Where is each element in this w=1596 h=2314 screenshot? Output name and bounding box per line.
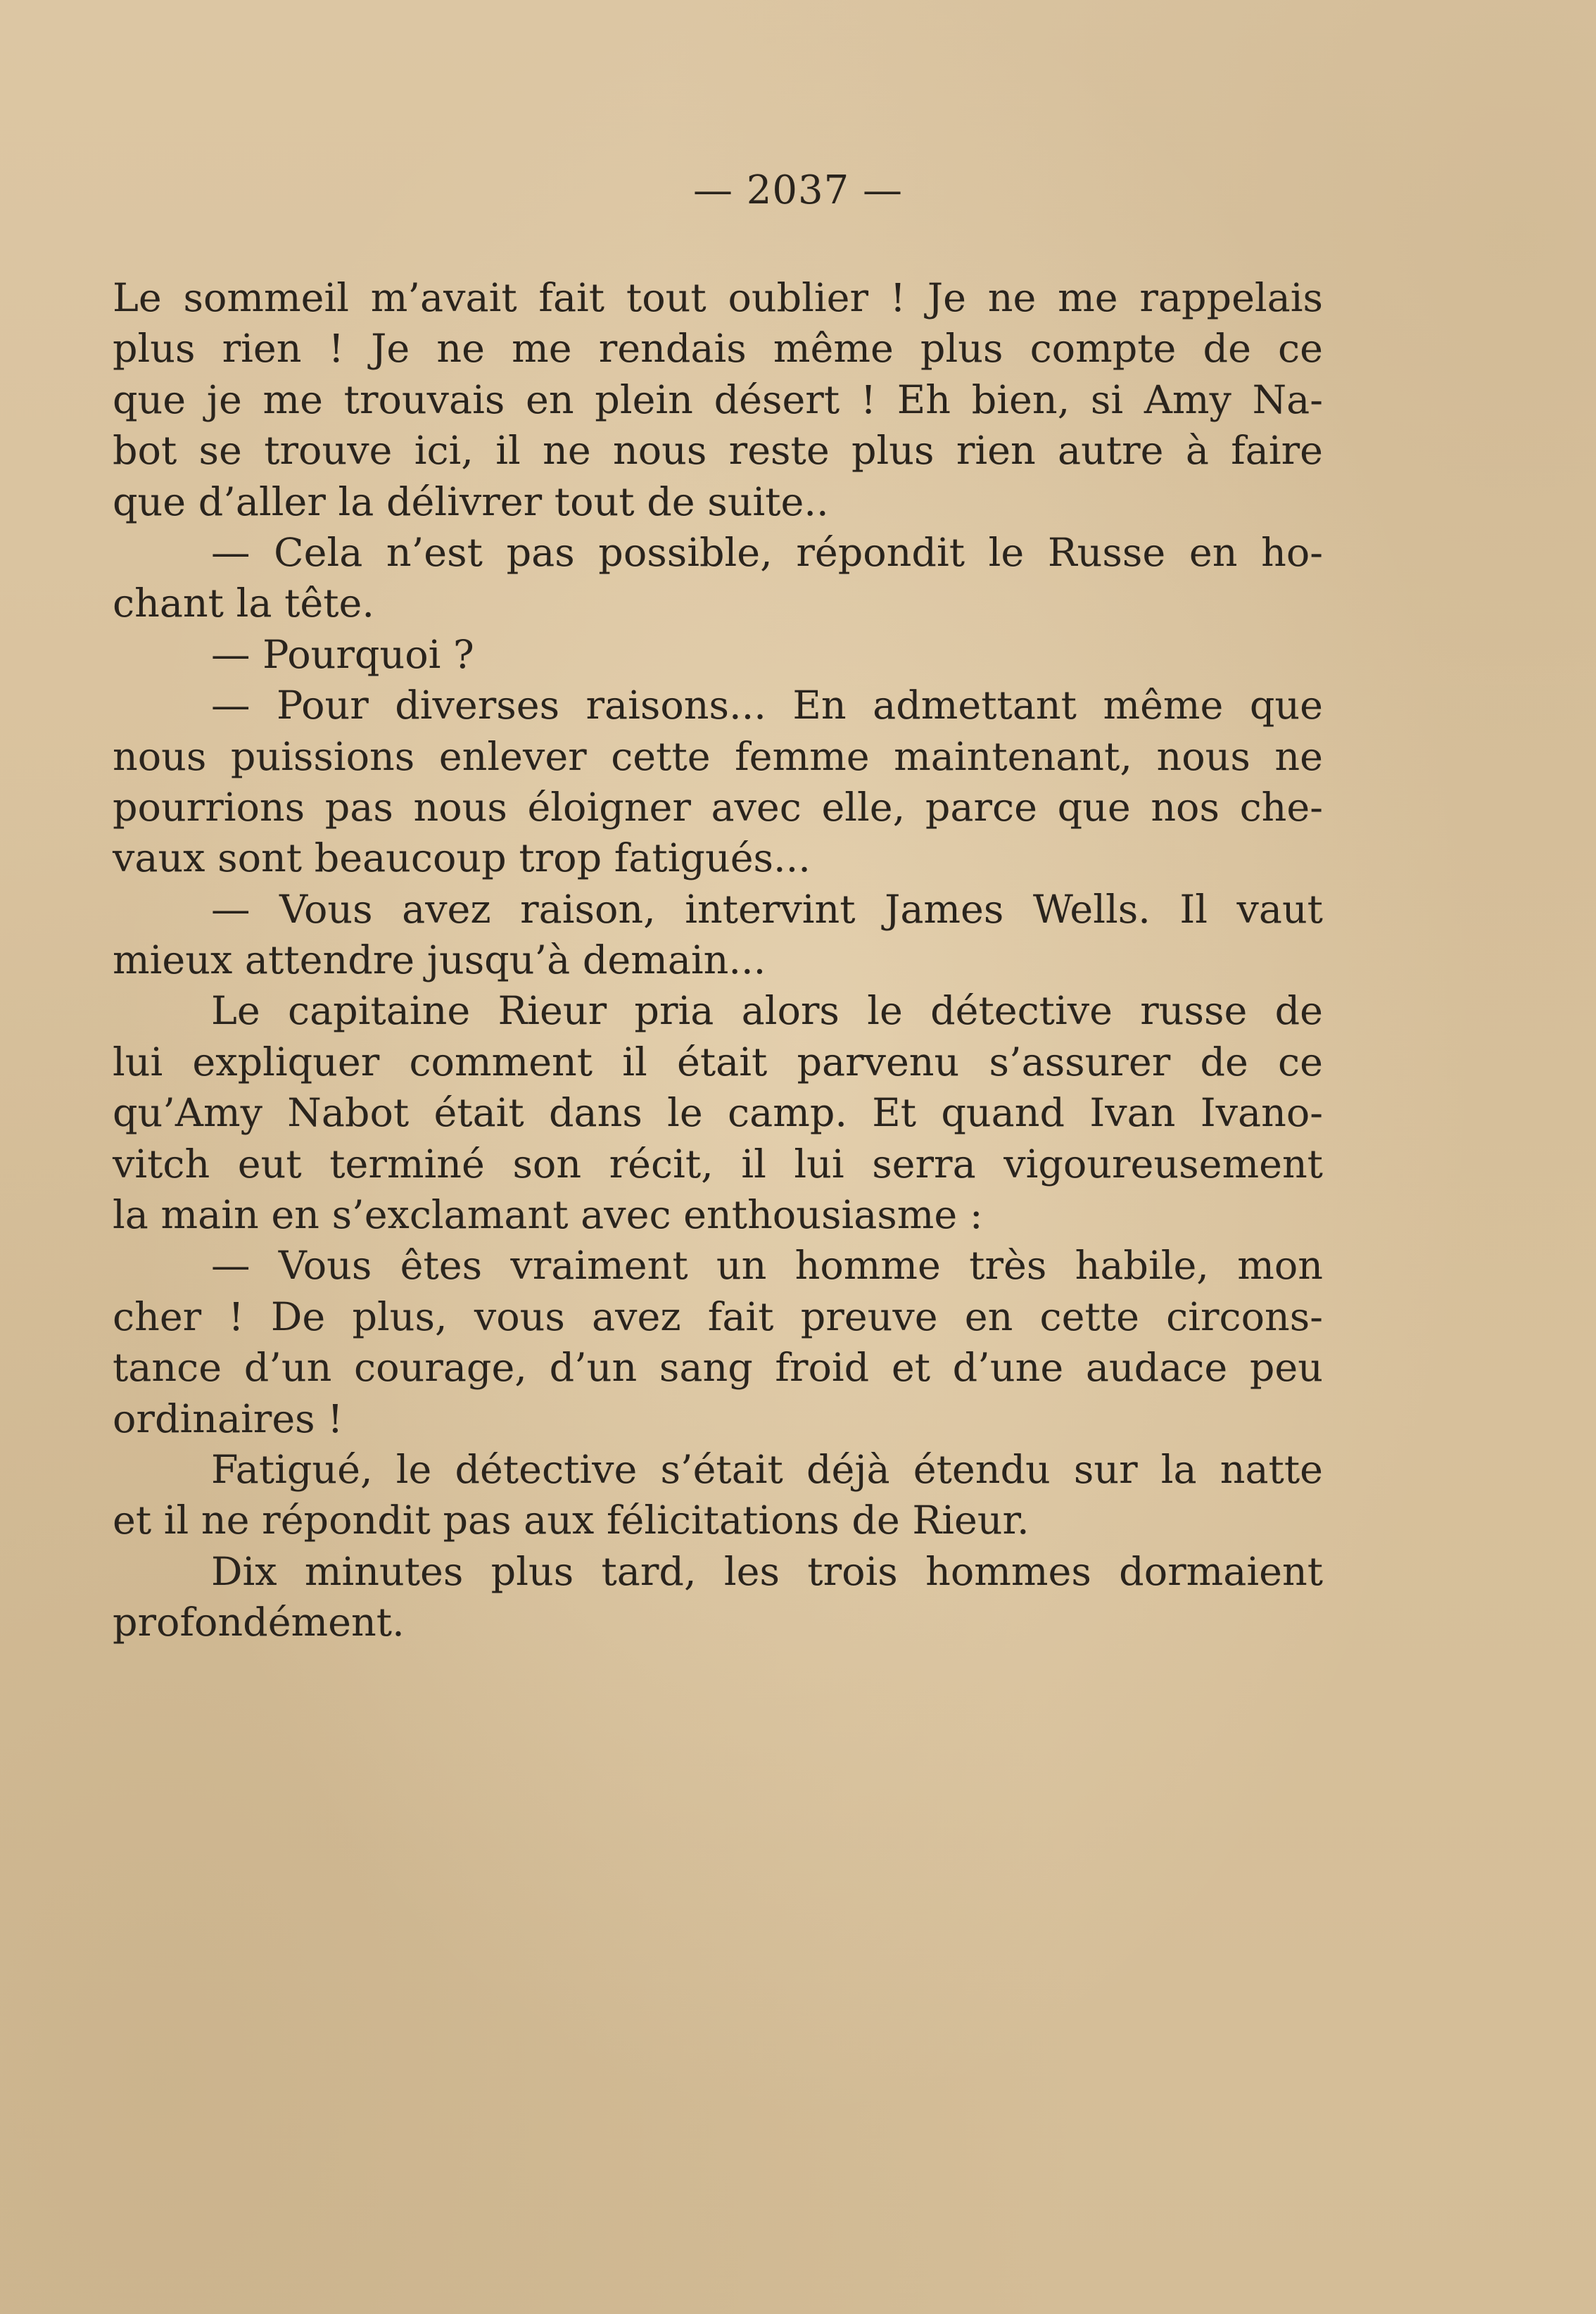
text-line: que d’aller la délivrer tout de suite.. bbox=[113, 479, 829, 525]
text-line: vitch eut terminé son récit, il lui serra vigoureusement bbox=[113, 1141, 1323, 1187]
text-line: mieux attendre jusqu’à demain... bbox=[113, 937, 766, 984]
text-line: — Pour diverses raisons... En admettant même que bbox=[211, 683, 1323, 729]
text-line: — Pourquoi ? bbox=[211, 631, 474, 678]
text-line: ordinaires ! bbox=[113, 1396, 343, 1442]
text-line: chant la tête. bbox=[113, 581, 375, 627]
text-line: Fatigué, le détective s’était déjà étendu sur la natte bbox=[211, 1446, 1323, 1493]
text-line: profondément. bbox=[113, 1600, 405, 1646]
text-line: la main en s’exclamant avec enthousiasme : bbox=[113, 1192, 983, 1239]
text-line: — Vous êtes vraiment un homme très habile, mon bbox=[211, 1243, 1323, 1289]
text-line: lui expliquer comment il était parvenu s’assurer de ce bbox=[113, 1039, 1323, 1085]
text-line: que je me trouvais en plein désert ! Eh bien, si Amy Na- bbox=[113, 377, 1323, 423]
text-line: vaux sont beaucoup trop fatigués... bbox=[113, 835, 811, 882]
text-line: — Cela n’est pas possible, répondit le Russe en ho- bbox=[211, 529, 1323, 576]
text-line: Dix minutes plus tard, les trois hommes dormaient bbox=[211, 1548, 1323, 1595]
text-line: nous puissions enlever cette femme maintenant, nous ne bbox=[113, 733, 1323, 780]
text-line: qu’Amy Nabot était dans le camp. Et quand Ivan Ivano- bbox=[113, 1090, 1323, 1137]
text-line: tance d’un courage, d’un sang froid et d’une audace peu bbox=[113, 1345, 1323, 1391]
text-line: Le capitaine Rieur pria alors le détective russe de bbox=[211, 988, 1323, 1035]
text-line: et il ne répondit pas aux félicitations de Rieur. bbox=[113, 1498, 1030, 1544]
text-line: cher ! De plus, vous avez fait preuve en cette circons- bbox=[113, 1294, 1323, 1340]
page-number: — 2037 — bbox=[692, 167, 904, 213]
text-line: bot se trouve ici, il ne nous reste plus rien autre à faire bbox=[113, 428, 1323, 474]
text-line: — Vous avez raison, intervint James Wells. Il vaut bbox=[211, 886, 1323, 932]
text-line: plus rien ! Je ne me rendais même plus compte de ce bbox=[113, 326, 1323, 372]
text-line: Le sommeil m’avait fait tout oublier ! Je ne me rappelais bbox=[113, 275, 1323, 321]
text-line: pourrions pas nous éloigner avec elle, parce que nos che- bbox=[113, 784, 1323, 830]
body-text bbox=[113, 273, 1323, 1649]
